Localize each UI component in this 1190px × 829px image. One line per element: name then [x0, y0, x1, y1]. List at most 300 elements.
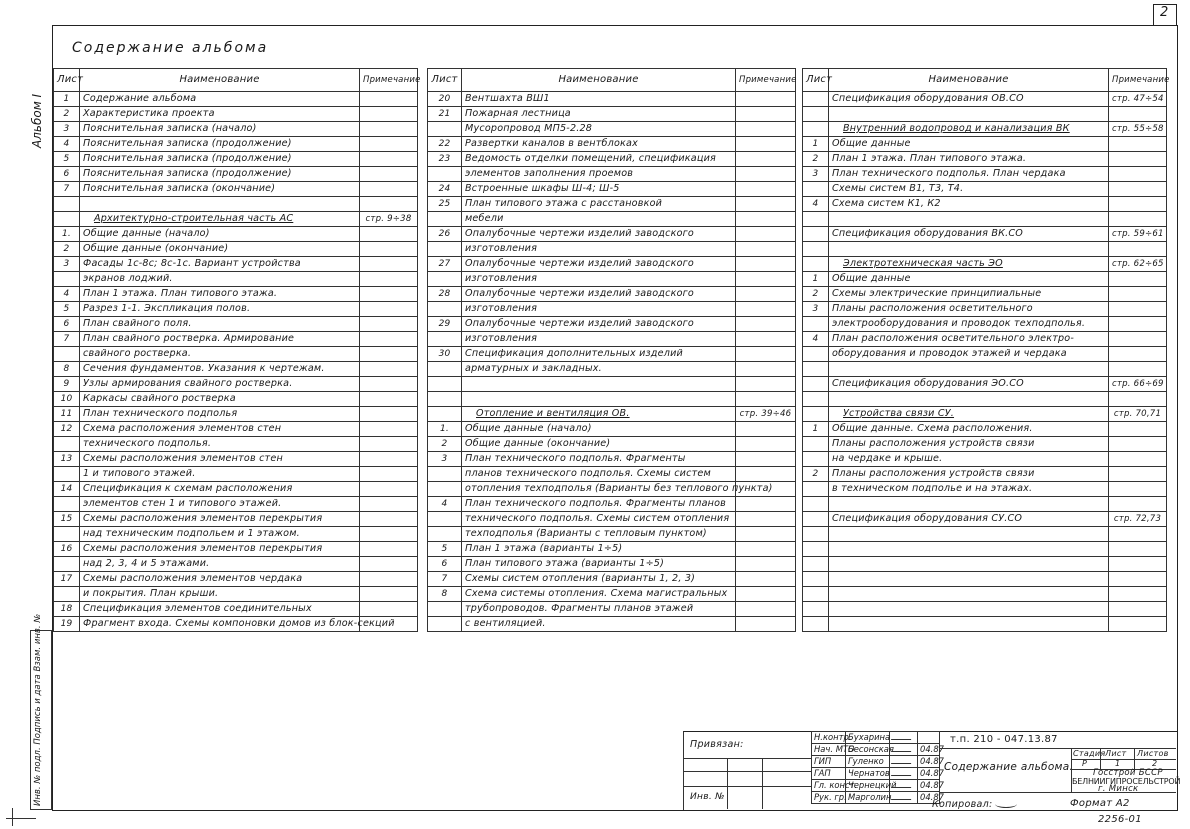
table-row [428, 92, 796, 107]
sheet-number [428, 302, 462, 317]
sheet-number [54, 467, 80, 482]
table-header [54, 69, 418, 92]
stage-header: Стадия [1073, 749, 1106, 758]
sheet-name [462, 362, 736, 377]
sheet-note [360, 242, 418, 257]
signer-name: Бесонская [846, 744, 890, 756]
sheet-note [360, 542, 418, 557]
sheet-name-text: План типового этажа (варианты 1÷5) [465, 558, 665, 569]
table-row [428, 242, 796, 257]
signer-role: Гл. конст. [812, 780, 846, 792]
sheet-number [54, 497, 80, 512]
sheet-name [80, 272, 360, 287]
sheet-name [80, 392, 360, 407]
sheet-name [462, 572, 736, 587]
contents-table-2 [427, 68, 796, 632]
sheet-name [829, 482, 1109, 497]
signer-date [918, 732, 940, 744]
signer-signature [890, 780, 918, 792]
sheet-note [736, 587, 796, 602]
table-row [803, 362, 1167, 377]
table-row [428, 137, 796, 152]
table-row [428, 167, 796, 182]
sheet-name-text: электрооборудования и проводок техподполья. [832, 318, 1086, 329]
table-row [54, 347, 418, 362]
sheet-number: 4 [54, 137, 80, 152]
sheet-name [80, 452, 360, 467]
sheet-number [803, 347, 829, 362]
sheet-name-text: Планы расположения осветительного [832, 303, 1033, 314]
sheet-number: 2 [803, 467, 829, 482]
sheet-name [829, 572, 1109, 587]
sheet-name [462, 197, 736, 212]
sheet-number: 13 [54, 452, 80, 467]
sheet-number: 14 [54, 482, 80, 497]
signer-role: Рук. гр. [812, 792, 846, 804]
sheet-number: 2 [54, 242, 80, 257]
sheet-name [80, 617, 395, 632]
sheet-number [803, 317, 829, 332]
table-row [54, 287, 418, 302]
table-row [54, 242, 418, 257]
signer-row [812, 732, 940, 744]
sheet-number [54, 557, 80, 572]
org-line-3: г. Минск [1098, 784, 1139, 794]
sheet-name-text: Пояснительная записка (продолжение) [83, 138, 292, 149]
sheet-name-text: Опалубочные чертежи изделий заводского [465, 288, 694, 299]
table-row [803, 617, 1167, 632]
table-row [428, 602, 796, 617]
sheet-number: 1. [428, 422, 462, 437]
sheet-name [80, 347, 360, 362]
sheet-number [803, 572, 829, 587]
sheet-name-text: План 1 этажа (варианты 1÷5) [465, 543, 623, 554]
sheet-name-text: Фрагмент входа. Схемы компоновки домов из блок-секций [83, 618, 395, 629]
sheet-name-text: Мусоропровод МП5-2.28 [465, 123, 593, 134]
sheet-name [80, 332, 360, 347]
sheet-note [1109, 242, 1167, 257]
sheet-number: 2 [803, 152, 829, 167]
sheet-number: 3 [54, 122, 80, 137]
sheet-note [360, 557, 418, 572]
sheet-name [462, 512, 736, 527]
sheet-name [829, 392, 1109, 407]
sheet-name [829, 197, 1109, 212]
sheet-note [360, 347, 418, 362]
table-row [803, 347, 1167, 362]
sheet-note: стр. 59÷61 [1109, 227, 1167, 242]
sheet-name [80, 587, 360, 602]
sheet-note [360, 452, 418, 467]
sheet-name [829, 122, 1109, 137]
sheet-number: 8 [428, 587, 462, 602]
sheet-name [829, 137, 1109, 152]
sheet-name-text: Общие данные [832, 138, 911, 149]
sheet-number: 10 [54, 392, 80, 407]
sheet-number: 4 [54, 287, 80, 302]
signer-name: Бухарина [846, 732, 890, 744]
table-row [428, 362, 796, 377]
sheet-number: 3 [428, 452, 462, 467]
signer-date: 04.87 [918, 756, 940, 768]
sheet-number [803, 107, 829, 122]
table-row [803, 572, 1167, 587]
sheet-name [462, 242, 736, 257]
header-sheet: Лист [54, 69, 80, 92]
sheet-name [80, 212, 360, 227]
signer-row [812, 744, 940, 756]
sheet-name-text: Схемы электрические принципиальные [832, 288, 1042, 299]
table-header [803, 69, 1167, 92]
sheet-name-text: Вентшахта ВШ1 [465, 93, 550, 104]
sheet-number [428, 602, 462, 617]
table-row [803, 407, 1167, 422]
sheet-note [736, 152, 796, 167]
sheet-name [80, 482, 360, 497]
table-row [54, 152, 418, 167]
sheet-name-text: и покрытия. План крыши. [83, 588, 219, 599]
sheet-note [360, 482, 418, 497]
sheet-name [462, 497, 736, 512]
sheet-name-text: Схемы систем отопления (варианты 1, 2, 3) [465, 573, 696, 584]
sheet-name [462, 542, 736, 557]
sheet-name [829, 332, 1109, 347]
sheet-name-text: План технического подполья. Фрагменты планов [465, 498, 727, 509]
sheet-name-text: План технического подполья. Фрагменты [465, 453, 686, 464]
table-row [54, 257, 418, 272]
header-note: Примечание [360, 69, 418, 92]
table-row [803, 152, 1167, 167]
sheet-number: 4 [803, 332, 829, 347]
sheet-note [1109, 272, 1167, 287]
sheet-note [360, 182, 418, 197]
sheet-number [428, 272, 462, 287]
sheet-name-text: изготовления [465, 303, 538, 314]
table-row [54, 317, 418, 332]
sheet-number: 6 [54, 317, 80, 332]
table-row [54, 167, 418, 182]
sheet-number: 28 [428, 287, 462, 302]
sheet-number: 26 [428, 227, 462, 242]
sheet-name [462, 182, 736, 197]
sheet-name [829, 242, 1109, 257]
sheet-note [736, 167, 796, 182]
sheet-number [803, 587, 829, 602]
sheet-note [1109, 302, 1167, 317]
signer-name: Марголин [846, 792, 890, 804]
sheet-number: 27 [428, 257, 462, 272]
inv-no-label: Инв. № [690, 792, 725, 802]
sheet-name-text: Схема системы отопления. Схема магистральных [465, 588, 728, 599]
sheet-name-text: План 1 этажа. План типового этажа. [832, 153, 1027, 164]
sheet-name [80, 107, 360, 122]
table-row [428, 512, 796, 527]
section-title: Архитектурно-строительная часть АС [94, 213, 294, 224]
sheet-name [829, 467, 1109, 482]
sheet-number [803, 512, 829, 527]
sheet-name [829, 512, 1109, 527]
section-title: Устройства связи СУ. [843, 408, 955, 419]
signer-role: Н.контр. [812, 732, 846, 744]
sheet-number: 5 [428, 542, 462, 557]
grid-line [683, 771, 811, 772]
table-row [803, 137, 1167, 152]
sheet-number [803, 122, 829, 137]
project-code: т.п. 210 - 047.13.87 [950, 734, 1058, 745]
sheet-number [803, 557, 829, 572]
table-row [54, 92, 418, 107]
sheet-name [829, 422, 1109, 437]
signer-signature [890, 756, 918, 768]
sheet-name-text: Спецификация оборудования СУ.СО [832, 513, 1023, 524]
sheet-note [1109, 422, 1167, 437]
table-row [54, 122, 418, 137]
sheet-name [80, 242, 360, 257]
sheet-number: 29 [428, 317, 462, 332]
sheet-note [1109, 572, 1167, 587]
sheet-note [736, 272, 796, 287]
sheet-name-text: Общие данные (окончание) [83, 243, 229, 254]
doc-number: 2256-01 [1098, 814, 1142, 825]
corner-mark [6, 818, 36, 819]
sheet-name-text: Содержание альбома [83, 93, 197, 104]
sheet-name-text: Схема систем К1, К2 [832, 198, 941, 209]
contents-table-1 [53, 68, 421, 632]
table-row [54, 572, 418, 587]
sheet-note [1109, 497, 1167, 512]
signer-row [812, 792, 940, 804]
sheet-name-text: свайного ростверка. [83, 348, 192, 359]
sheet-name-text: Сечения фундаментов. Указания к чертежам. [83, 363, 325, 374]
table-row [803, 92, 1167, 107]
sheet-name [829, 452, 1109, 467]
sheet-note [736, 377, 796, 392]
sheet-note: стр. 55÷58 [1109, 122, 1167, 137]
table-header [428, 69, 796, 92]
sheet-note: стр. 47÷54 [1109, 92, 1167, 107]
sheet-note [360, 137, 418, 152]
sheet-name [80, 152, 360, 167]
sheet-name [829, 272, 1109, 287]
sheet-number [54, 272, 80, 287]
sheet-number: 2 [428, 437, 462, 452]
sheet-name [462, 407, 736, 422]
sheet-name-text: Общие данные (начало) [465, 423, 592, 434]
sheet-note [736, 497, 796, 512]
sheet-name-text: Встроенные шкафы Ш-4; Ш-5 [465, 183, 620, 194]
sheet-number: 6 [428, 557, 462, 572]
table-row [428, 557, 796, 572]
sheet-note [360, 122, 418, 137]
table-row [54, 407, 418, 422]
sheet-number: 11 [54, 407, 80, 422]
sheet-number [428, 122, 462, 137]
sheet-name [829, 302, 1109, 317]
sheet-number: 1 [803, 422, 829, 437]
sheet-note [736, 467, 796, 482]
sheet-note [360, 362, 418, 377]
section-title: Отопление и вентиляция ОВ. [476, 408, 630, 419]
sheet-name-text: Опалубочные чертежи изделий заводского [465, 228, 694, 239]
sheet-note [1109, 617, 1167, 632]
sheet-number: 20 [428, 92, 462, 107]
sheet-name-text: Спецификация элементов соединительных [83, 603, 312, 614]
sheet-name-text: Схемы расположения элементов чердака [83, 573, 303, 584]
sheet-number [428, 617, 462, 632]
signer-row [812, 756, 940, 768]
table-row [428, 152, 796, 167]
sheet-name-text: План 1 этажа. План типового этажа. [83, 288, 278, 299]
sheet-name-text: технического подполья. [83, 438, 212, 449]
sheet-note [360, 377, 418, 392]
signer-row [812, 780, 940, 792]
table-row [803, 167, 1167, 182]
sheet-name-text: Пояснительная записка (продолжение) [83, 168, 292, 179]
sheet-note [1109, 332, 1167, 347]
table-row [428, 347, 796, 362]
sheet-number [54, 437, 80, 452]
sheet-name-text: Фасады 1с-8с; 8с-1с. Вариант устройства [83, 258, 301, 269]
grid-line [683, 786, 811, 787]
sheet-number: 2 [803, 287, 829, 302]
sheet-name-text: над техническим подпольем и 1 этажом. [83, 528, 300, 539]
sheet-note [736, 362, 796, 377]
sheet-number: 3 [803, 302, 829, 317]
table-row [428, 257, 796, 272]
sheet-name [80, 362, 360, 377]
sheet-name [80, 557, 360, 572]
sheet-note [360, 437, 418, 452]
sheet-name-text: технического подполья. Схемы систем отопления [465, 513, 730, 524]
sheet-name [829, 182, 1109, 197]
sheet-note [736, 287, 796, 302]
table-row [54, 467, 418, 482]
sheet-name [462, 152, 736, 167]
sheet-number: 2 [54, 107, 80, 122]
sheet-name [829, 497, 1109, 512]
sheet-note: стр. 70,71 [1109, 407, 1167, 422]
sheet-note [1109, 467, 1167, 482]
sheet-note [360, 422, 418, 437]
sheet-note [1109, 587, 1167, 602]
privyazan-label: Привязан: [690, 739, 744, 750]
sheet-name [829, 362, 1109, 377]
table-row [803, 392, 1167, 407]
table-row [803, 257, 1167, 272]
sheet-name [80, 407, 360, 422]
sheet-note [1109, 482, 1167, 497]
sheet-number: 17 [54, 572, 80, 587]
table-row [54, 482, 418, 497]
signer-signature [890, 768, 918, 780]
contents-table-3 [802, 68, 1170, 632]
sheet-name-text: Схемы расположения элементов перекрытия [83, 513, 323, 524]
sheet-name [80, 227, 360, 242]
sheet-number [428, 527, 462, 542]
sheet-name [829, 92, 1109, 107]
sheet-name-text: План расположения осветительного электро- [832, 333, 1075, 344]
sheet-note [736, 182, 796, 197]
signer-name: Чернатов [846, 768, 890, 780]
sheet-name [829, 287, 1109, 302]
sheet-note [360, 497, 418, 512]
sheet-note [736, 137, 796, 152]
format-label: Формат А2 [1070, 798, 1130, 809]
sheet-name-text: Общие данные (окончание) [465, 438, 611, 449]
sheet-name [462, 377, 736, 392]
corner-mark [12, 808, 13, 826]
sheet-name [462, 617, 736, 632]
sheet-note [736, 332, 796, 347]
table-row [428, 437, 796, 452]
sheet-number [803, 437, 829, 452]
sheet-number [803, 362, 829, 377]
sheet-name [80, 182, 360, 197]
signer-name: Чернецкий [846, 780, 890, 792]
sheet-name-text: изготовления [465, 333, 538, 344]
sheet-note [360, 572, 418, 587]
section-title: Электротехническая часть ЭО [843, 258, 1003, 269]
signers-table [811, 731, 944, 804]
org-line-2: БЕЛНИИГИПРОСЕЛЬСТРОЙ [1072, 777, 1181, 786]
table-row [54, 302, 418, 317]
sheet-name-text: Разрез 1-1. Экспликация полов. [83, 303, 251, 314]
sheet-number [428, 242, 462, 257]
sheet-name [462, 302, 736, 317]
sheet-note [1109, 287, 1167, 302]
sheet-number [428, 392, 462, 407]
table-row [428, 617, 796, 632]
sheet-name-text: Узлы армирования свайного ростверка. [83, 378, 293, 389]
sheet-name [829, 257, 1109, 272]
table-row [803, 242, 1167, 257]
sheet-note [736, 617, 796, 632]
sheet-name [829, 602, 1109, 617]
sheet-name-text: с вентиляцией. [465, 618, 546, 629]
sheet-name [462, 482, 773, 497]
sheet-name-text: Схемы расположения элементов перекрытия [83, 543, 323, 554]
sheet-name-text: элементов стен 1 и типового этажей. [83, 498, 282, 509]
sheet-number [803, 242, 829, 257]
header-sheet: Лист [428, 69, 462, 92]
sheet-name [829, 167, 1109, 182]
header-note: Примечание [1109, 69, 1167, 92]
sheet-note: стр. 72,73 [1109, 512, 1167, 527]
sheet-note [360, 167, 418, 182]
table-row [428, 392, 796, 407]
sheet-name-text: Схема расположения элементов стен [83, 423, 282, 434]
sheet-number: 24 [428, 182, 462, 197]
table-row [54, 437, 418, 452]
sheet-name-text: Спецификация оборудования ВК.СО [832, 228, 1024, 239]
sheet-note [736, 302, 796, 317]
sheet-note [736, 422, 796, 437]
copied-signature [995, 800, 1017, 808]
table-row [54, 422, 418, 437]
table-row [803, 512, 1167, 527]
sheet-note [1109, 542, 1167, 557]
sheet-number: 21 [428, 107, 462, 122]
sheet-note [736, 257, 796, 272]
table-row [803, 557, 1167, 572]
sheet-name-text: Пояснительная записка (окончание) [83, 183, 276, 194]
sheet-name-text: в техническом подполье и на этажах. [832, 483, 1033, 494]
sheet-note [1109, 437, 1167, 452]
sheet-name [462, 287, 736, 302]
table-row [54, 557, 418, 572]
signer-row [812, 768, 940, 780]
sheet-name-text: Общие данные (начало) [83, 228, 210, 239]
